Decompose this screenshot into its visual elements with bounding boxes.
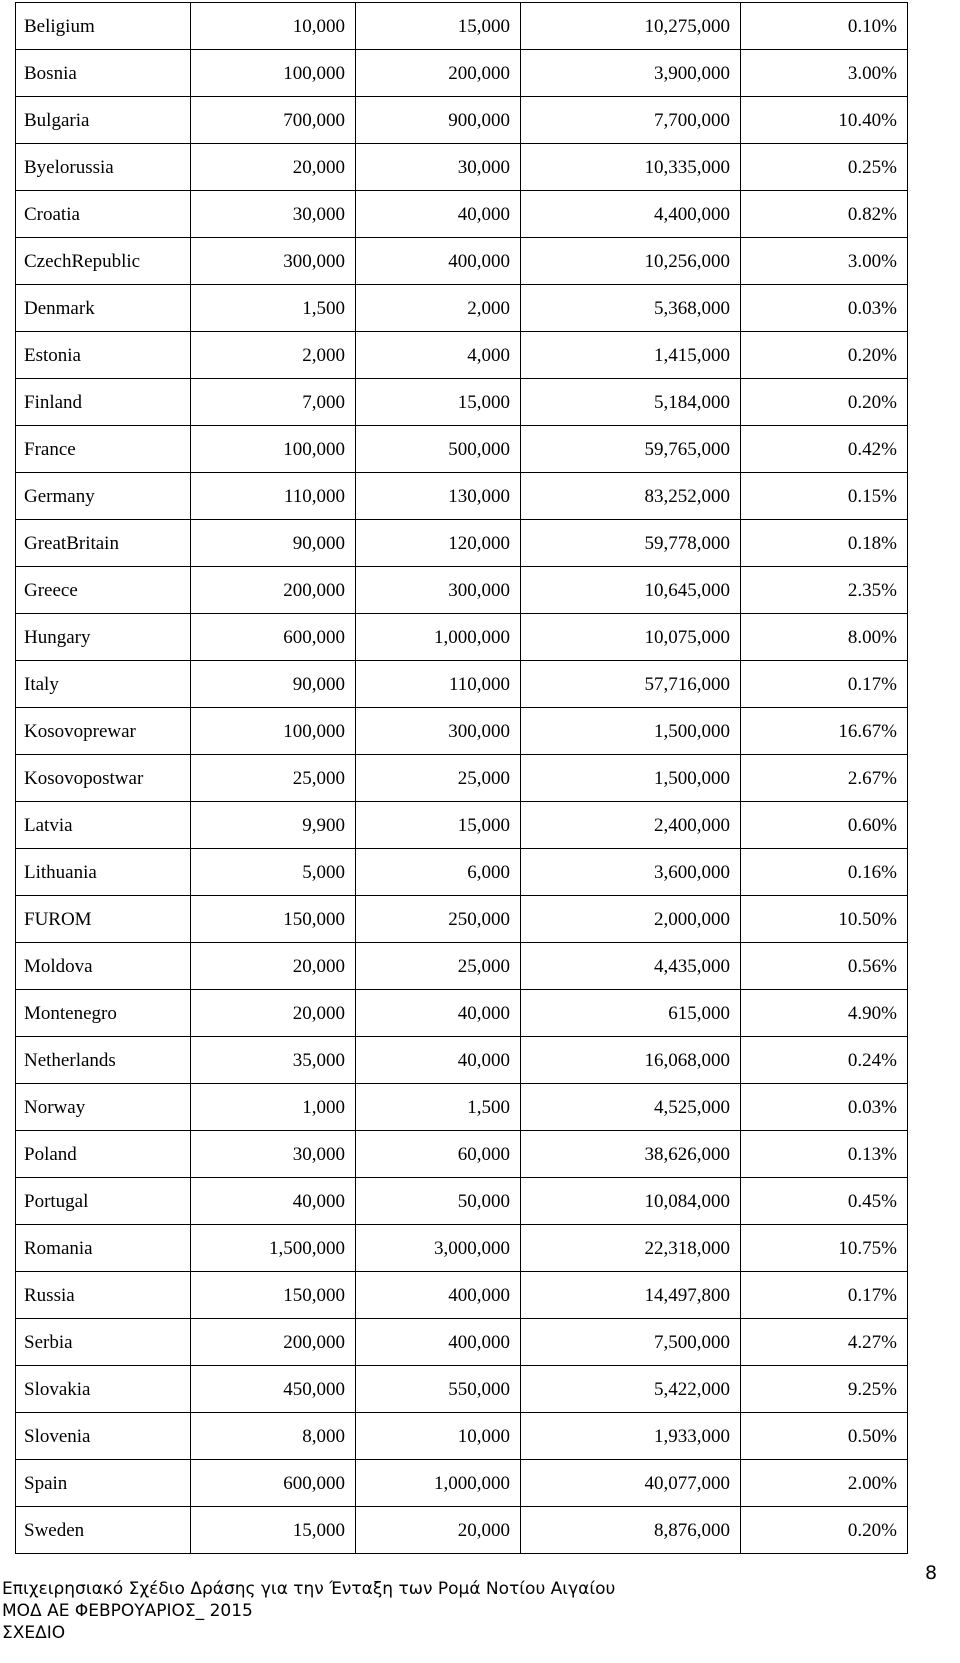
table-row [16,1413,908,1460]
min-estimate-cell: 35,000 [191,1037,356,1084]
total-population-cell: 3,600,000 [521,849,741,896]
country-cell: FUROM [16,896,191,943]
country-cell: Slovenia [16,1413,191,1460]
table-row [16,1272,908,1319]
total-population-cell: 10,645,000 [521,567,741,614]
country-cell: Sweden [16,1507,191,1554]
percentage-cell: 0.18% [741,520,908,567]
total-population-cell: 22,318,000 [521,1225,741,1272]
footer-organization-date: ΜΟΔ ΑΕ ΦΕΒΡΟΥΑΡΙΟΣ_ 2015 [2,1601,253,1621]
max-estimate-cell: 300,000 [356,567,521,614]
table-row [16,896,908,943]
table-row [16,1131,908,1178]
percentage-cell: 0.10% [741,3,908,50]
percentage-cell: 0.03% [741,285,908,332]
total-population-cell: 7,500,000 [521,1319,741,1366]
max-estimate-cell: 15,000 [356,379,521,426]
percentage-cell: 0.20% [741,1507,908,1554]
table-row [16,802,908,849]
percentage-cell: 10.50% [741,896,908,943]
country-cell: Romania [16,1225,191,1272]
total-population-cell: 2,400,000 [521,802,741,849]
table-row [16,943,908,990]
country-cell: Bosnia [16,50,191,97]
min-estimate-cell: 7,000 [191,379,356,426]
percentage-cell: 0.17% [741,1272,908,1319]
country-cell: Norway [16,1084,191,1131]
country-cell: Serbia [16,1319,191,1366]
table-row [16,1366,908,1413]
country-cell: Beligium [16,3,191,50]
country-cell: Germany [16,473,191,520]
table-row [16,285,908,332]
max-estimate-cell: 400,000 [356,1272,521,1319]
percentage-cell: 2.35% [741,567,908,614]
percentage-cell: 0.13% [741,1131,908,1178]
max-estimate-cell: 550,000 [356,1366,521,1413]
min-estimate-cell: 20,000 [191,990,356,1037]
table-row [16,1084,908,1131]
table-row [16,755,908,802]
max-estimate-cell: 200,000 [356,50,521,97]
total-population-cell: 8,876,000 [521,1507,741,1554]
percentage-cell: 4.90% [741,990,908,1037]
min-estimate-cell: 600,000 [191,1460,356,1507]
table-row [16,1319,908,1366]
max-estimate-cell: 1,000,000 [356,614,521,661]
total-population-cell: 59,765,000 [521,426,741,473]
table-row [16,614,908,661]
country-cell: Italy [16,661,191,708]
table-row [16,1178,908,1225]
min-estimate-cell: 100,000 [191,426,356,473]
country-cell: Denmark [16,285,191,332]
min-estimate-cell: 15,000 [191,1507,356,1554]
percentage-cell: 0.03% [741,1084,908,1131]
percentage-cell: 9.25% [741,1366,908,1413]
country-cell: Russia [16,1272,191,1319]
max-estimate-cell: 40,000 [356,1037,521,1084]
min-estimate-cell: 100,000 [191,708,356,755]
min-estimate-cell: 300,000 [191,238,356,285]
country-cell: Portugal [16,1178,191,1225]
min-estimate-cell: 40,000 [191,1178,356,1225]
min-estimate-cell: 10,000 [191,3,356,50]
table-row [16,50,908,97]
max-estimate-cell: 400,000 [356,238,521,285]
total-population-cell: 5,368,000 [521,285,741,332]
country-cell: Byelorussia [16,144,191,191]
min-estimate-cell: 8,000 [191,1413,356,1460]
min-estimate-cell: 150,000 [191,896,356,943]
max-estimate-cell: 250,000 [356,896,521,943]
percentage-cell: 10.75% [741,1225,908,1272]
table-row [16,473,908,520]
total-population-cell: 4,525,000 [521,1084,741,1131]
max-estimate-cell: 3,000,000 [356,1225,521,1272]
max-estimate-cell: 40,000 [356,191,521,238]
country-cell: GreatBritain [16,520,191,567]
population-table [15,2,908,1554]
min-estimate-cell: 200,000 [191,567,356,614]
country-cell: Bulgaria [16,97,191,144]
table-row [16,1507,908,1554]
percentage-cell: 0.45% [741,1178,908,1225]
total-population-cell: 1,500,000 [521,755,741,802]
table-row [16,1225,908,1272]
total-population-cell: 1,415,000 [521,332,741,379]
min-estimate-cell: 700,000 [191,97,356,144]
country-cell: Spain [16,1460,191,1507]
country-cell: Estonia [16,332,191,379]
country-cell: Montenegro [16,990,191,1037]
min-estimate-cell: 90,000 [191,661,356,708]
min-estimate-cell: 2,000 [191,332,356,379]
percentage-cell: 0.25% [741,144,908,191]
table-row [16,567,908,614]
total-population-cell: 10,084,000 [521,1178,741,1225]
max-estimate-cell: 25,000 [356,755,521,802]
min-estimate-cell: 5,000 [191,849,356,896]
country-cell: Hungary [16,614,191,661]
table-body [16,3,908,1554]
max-estimate-cell: 4,000 [356,332,521,379]
percentage-cell: 2.00% [741,1460,908,1507]
country-cell: Slovakia [16,1366,191,1413]
total-population-cell: 10,075,000 [521,614,741,661]
min-estimate-cell: 30,000 [191,191,356,238]
max-estimate-cell: 6,000 [356,849,521,896]
table-row [16,3,908,50]
table-row [16,520,908,567]
total-population-cell: 10,275,000 [521,3,741,50]
percentage-cell: 4.27% [741,1319,908,1366]
total-population-cell: 615,000 [521,990,741,1037]
country-cell: Greece [16,567,191,614]
percentage-cell: 2.67% [741,755,908,802]
table-row [16,1037,908,1084]
min-estimate-cell: 110,000 [191,473,356,520]
total-population-cell: 1,933,000 [521,1413,741,1460]
percentage-cell: 16.67% [741,708,908,755]
total-population-cell: 2,000,000 [521,896,741,943]
min-estimate-cell: 90,000 [191,520,356,567]
percentage-cell: 3.00% [741,238,908,285]
country-cell: Netherlands [16,1037,191,1084]
min-estimate-cell: 1,500,000 [191,1225,356,1272]
total-population-cell: 3,900,000 [521,50,741,97]
footer-draft-label: ΣΧΕΔΙΟ [2,1623,66,1643]
total-population-cell: 40,077,000 [521,1460,741,1507]
max-estimate-cell: 500,000 [356,426,521,473]
total-population-cell: 10,335,000 [521,144,741,191]
total-population-cell: 4,400,000 [521,191,741,238]
max-estimate-cell: 1,500 [356,1084,521,1131]
country-cell: Finland [16,379,191,426]
country-cell: France [16,426,191,473]
total-population-cell: 38,626,000 [521,1131,741,1178]
footer-title: Επιχειρησιακό Σχέδιο Δράσης για την Ένταξη των Ρομά Νοτίου Αιγαίου [2,1579,616,1599]
table-row [16,379,908,426]
table-row [16,1460,908,1507]
table-row [16,661,908,708]
country-cell: Latvia [16,802,191,849]
max-estimate-cell: 2,000 [356,285,521,332]
country-cell: Kosovoprewar [16,708,191,755]
max-estimate-cell: 300,000 [356,708,521,755]
max-estimate-cell: 130,000 [356,473,521,520]
min-estimate-cell: 30,000 [191,1131,356,1178]
table-row [16,191,908,238]
total-population-cell: 83,252,000 [521,473,741,520]
percentage-cell: 0.42% [741,426,908,473]
percentage-cell: 0.15% [741,473,908,520]
total-population-cell: 5,184,000 [521,379,741,426]
percentage-cell: 10.40% [741,97,908,144]
table-row [16,708,908,755]
max-estimate-cell: 15,000 [356,802,521,849]
total-population-cell: 10,256,000 [521,238,741,285]
max-estimate-cell: 1,000,000 [356,1460,521,1507]
table-row [16,990,908,1037]
country-cell: Poland [16,1131,191,1178]
percentage-cell: 0.60% [741,802,908,849]
table-row [16,144,908,191]
min-estimate-cell: 200,000 [191,1319,356,1366]
percentage-cell: 8.00% [741,614,908,661]
country-cell: Lithuania [16,849,191,896]
table-row [16,238,908,285]
min-estimate-cell: 450,000 [191,1366,356,1413]
page-number: 8 [925,1562,938,1584]
percentage-cell: 0.16% [741,849,908,896]
min-estimate-cell: 600,000 [191,614,356,661]
max-estimate-cell: 25,000 [356,943,521,990]
percentage-cell: 0.50% [741,1413,908,1460]
table-row [16,332,908,379]
max-estimate-cell: 400,000 [356,1319,521,1366]
min-estimate-cell: 150,000 [191,1272,356,1319]
percentage-cell: 3.00% [741,50,908,97]
country-cell: Croatia [16,191,191,238]
table-row [16,849,908,896]
country-cell: Kosovopostwar [16,755,191,802]
table-row [16,97,908,144]
min-estimate-cell: 1,500 [191,285,356,332]
max-estimate-cell: 40,000 [356,990,521,1037]
min-estimate-cell: 1,000 [191,1084,356,1131]
total-population-cell: 57,716,000 [521,661,741,708]
total-population-cell: 7,700,000 [521,97,741,144]
min-estimate-cell: 9,900 [191,802,356,849]
total-population-cell: 59,778,000 [521,520,741,567]
min-estimate-cell: 100,000 [191,50,356,97]
max-estimate-cell: 10,000 [356,1413,521,1460]
percentage-cell: 0.17% [741,661,908,708]
total-population-cell: 4,435,000 [521,943,741,990]
document-footer [2,1578,615,1644]
total-population-cell: 1,500,000 [521,708,741,755]
total-population-cell: 16,068,000 [521,1037,741,1084]
min-estimate-cell: 20,000 [191,144,356,191]
percentage-cell: 0.24% [741,1037,908,1084]
table-row [16,426,908,473]
total-population-cell: 5,422,000 [521,1366,741,1413]
max-estimate-cell: 15,000 [356,3,521,50]
percentage-cell: 0.20% [741,332,908,379]
max-estimate-cell: 110,000 [356,661,521,708]
max-estimate-cell: 900,000 [356,97,521,144]
min-estimate-cell: 25,000 [191,755,356,802]
country-cell: CzechRepublic [16,238,191,285]
country-cell: Moldova [16,943,191,990]
percentage-cell: 0.56% [741,943,908,990]
min-estimate-cell: 20,000 [191,943,356,990]
max-estimate-cell: 50,000 [356,1178,521,1225]
total-population-cell: 14,497,800 [521,1272,741,1319]
max-estimate-cell: 30,000 [356,144,521,191]
percentage-cell: 0.82% [741,191,908,238]
max-estimate-cell: 120,000 [356,520,521,567]
max-estimate-cell: 60,000 [356,1131,521,1178]
max-estimate-cell: 20,000 [356,1507,521,1554]
percentage-cell: 0.20% [741,379,908,426]
